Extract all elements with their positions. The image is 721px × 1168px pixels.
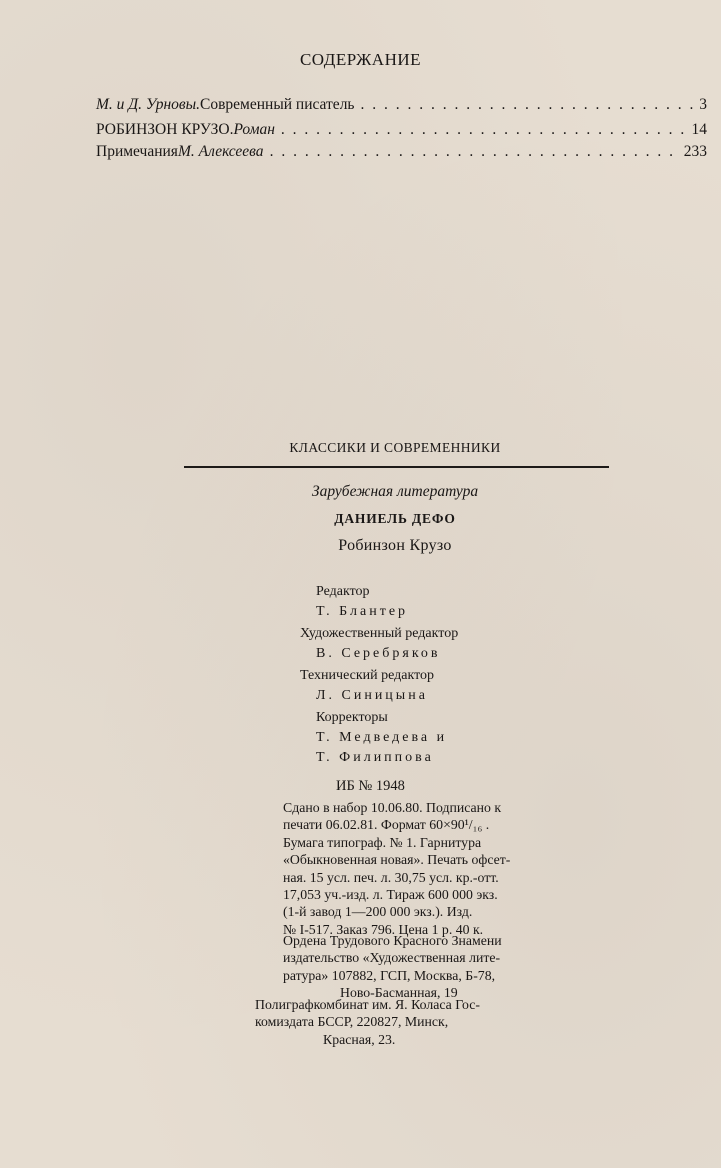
publisher-line: ратура» 107882, ГСП, Москва, Б-78, (283, 967, 496, 983)
imprint-line: Бумага типограф. № 1. Гарнитура (283, 834, 482, 850)
printer-line: Красная, 23. (323, 1031, 396, 1047)
book-author: ДАНИЕЛЬ ДЕФО (334, 511, 456, 526)
toc-entry-author: М. и Д. Урновы. (96, 96, 200, 113)
toc-leader (361, 96, 694, 114)
toc-entry-page: 233 (683, 143, 707, 160)
toc-entry-page: 3 (699, 96, 707, 113)
series-title: КЛАССИКИ И СОВРЕМЕННИКИ (289, 440, 501, 455)
toc-leader (281, 121, 686, 139)
book-title: Робинзон Крузо (338, 537, 452, 554)
toc-entry-title-italic: Роман (233, 121, 275, 138)
imprint-line: (1-й завод 1—200 000 экз.). Изд. (283, 904, 473, 920)
toc-leader (270, 143, 678, 161)
printing-details (283, 799, 541, 938)
imprint-line: печати 06.02.81. Формат 60×90¹/₁₆ . (283, 817, 490, 833)
tech-editor-name: Л. Синицына (316, 688, 428, 703)
imprint-line: № I-517. Заказ 796. Цена 1 р. 40 к. (283, 921, 484, 937)
toc-entry-title: Примечания (96, 143, 178, 160)
proofreaders-role: Корректоры (316, 710, 388, 725)
toc-entry (96, 96, 707, 118)
toc-title: СОДЕРЖАНИЕ (299, 50, 422, 69)
proofreader-name: Т. Медведева и (316, 730, 448, 745)
toc-entry-page: 14 (691, 121, 707, 138)
tech-editor-role: Технический редактор (300, 668, 435, 683)
toc-entry-title: Современный писатель (200, 96, 355, 113)
printer-line: комиздата БССР, 220827, Минск, (255, 1014, 449, 1030)
publisher-line: Ордена Трудового Красного Знамени (283, 933, 502, 948)
publisher-info (283, 932, 541, 1002)
publisher-line: издательство «Художественная лите- (283, 950, 501, 966)
toc-entry (96, 121, 707, 143)
toc-entry-title: РОБИНЗОН КРУЗО. (96, 121, 234, 138)
proofreader-name: Т. Филиппова (316, 750, 434, 765)
printer-line: Полиграфкомбинат им. Я. Коласа Гос- (255, 997, 480, 1012)
imprint-line: «Обыкновенная новая». Печать офсет- (283, 852, 511, 868)
divider-rule (184, 466, 609, 468)
subseries-title: Зарубежная литература (311, 483, 479, 500)
art-editor-role: Художественный редактор (300, 626, 459, 641)
editor-role: Редактор (316, 584, 370, 599)
editor-name: Т. Блантер (316, 604, 409, 619)
art-editor-name: В. Серебряков (316, 646, 441, 661)
imprint-line: ная. 15 усл. печ. л. 30,75 усл. кр.-отт. (283, 869, 499, 885)
imprint-line: 17,053 уч.-изд. л. Тираж 600 000 экз. (283, 887, 498, 903)
toc-entry (96, 143, 707, 165)
ib-number: ИБ № 1948 (336, 778, 405, 794)
printer-info (255, 996, 538, 1048)
imprint-line: Сдано в набор 10.06.80. Подписано к (283, 800, 502, 815)
toc-entry-title-italic: М. Алексеева (177, 143, 264, 160)
publisher-line: Ново-Басманная, 19 (340, 985, 458, 1001)
